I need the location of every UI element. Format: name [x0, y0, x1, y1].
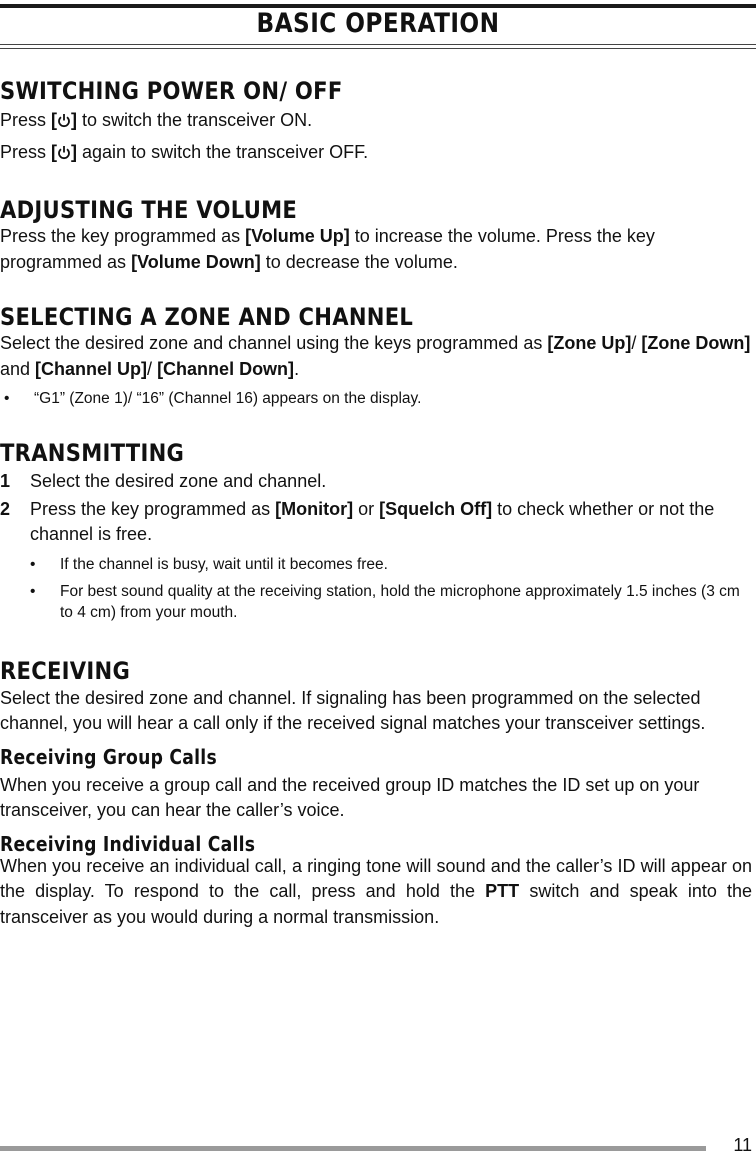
channel-up-key: [Channel Up] — [35, 358, 148, 379]
section-heading-transmitting: TRANSMITTING — [0, 439, 185, 467]
volume-text-3: to decrease the volume. — [260, 251, 458, 272]
subheading-individual-calls: Receiving Individual Calls — [0, 831, 256, 856]
section-heading-zone: SELECTING A ZONE AND CHANNEL — [0, 303, 414, 331]
zone-text-4: / — [147, 358, 158, 379]
zone-text-5: . — [294, 358, 300, 379]
step-1 — [0, 469, 752, 495]
page-number: 11 — [733, 1135, 752, 1155]
section-heading-volume: ADJUSTING THE VOLUME — [0, 196, 298, 224]
power-key-ref: [ ] — [51, 110, 78, 130]
section-volume — [0, 192, 752, 275]
individual-calls-body — [0, 854, 752, 931]
section-heading-receiving: RECEIVING — [0, 656, 131, 685]
transmit-bullet-1-text: If the channel is busy, wait until it becomes free. — [60, 555, 388, 573]
volume-text-1: Press the key programmed as — [0, 226, 246, 246]
list-item — [0, 388, 752, 409]
zone-up-key: [Zone Up] — [547, 333, 632, 353]
step-2-text-1: Press the key programmed as — [30, 498, 276, 519]
bullet-dot: • — [30, 555, 36, 573]
ptt-key: PTT — [485, 881, 520, 901]
power-key-ref: [ ] — [51, 141, 78, 162]
section-power — [0, 73, 752, 165]
channel-down-key: [Channel Down] — [157, 358, 295, 379]
power-icon — [57, 145, 71, 160]
step-1-text: Select the desired zone and channel. — [30, 471, 327, 491]
group-calls-body: When you receive a group call and the received group ID matches the ID set up on your transceiver, you can hear the caller’s voice. — [0, 774, 700, 820]
section-heading-power: SWITCHING POWER ON/ OFF — [0, 77, 343, 105]
bullet-dot: • — [30, 582, 36, 600]
list-item — [0, 554, 752, 575]
list-item — [0, 581, 752, 623]
volume-up-key: [Volume Up] — [245, 226, 350, 246]
footer-rule — [0, 1146, 706, 1151]
power-on-line — [0, 108, 752, 134]
step-number: 2 — [0, 498, 11, 519]
monitor-key: [Monitor] — [275, 498, 354, 519]
zone-bullet-text: “G1” (Zone 1)/ “16” (Channel 16) appears on the display. — [34, 390, 422, 407]
volume-down-key: [Volume Down] — [131, 251, 261, 272]
section-zone — [0, 299, 752, 409]
zone-body — [0, 331, 752, 382]
section-transmitting — [0, 435, 752, 623]
power-on-text-pre: Press — [0, 110, 52, 130]
title-underline-2 — [0, 48, 756, 49]
power-on-text-post: to switch the transceiver ON. — [77, 110, 313, 130]
page-title: BASIC OPERATION — [256, 8, 500, 39]
page-content — [0, 60, 752, 930]
subheading-group-calls: Receiving Group Calls — [0, 744, 217, 769]
volume-body — [0, 224, 752, 275]
step-number: 1 — [0, 471, 11, 491]
step-2 — [0, 497, 752, 548]
power-icon — [57, 113, 71, 128]
receiving-body: Select the desired zone and channel. If signaling has been programmed on the selected channel, you will hear a call only if the received signal matches your transceiver settings. — [0, 687, 706, 733]
power-off-text-pre: Press — [0, 141, 52, 162]
squelch-off-key: [Squelch Off] — [379, 498, 493, 519]
volume-text-2: to increase the volume. Press the key programmed as — [0, 226, 655, 272]
individual-text-2: switch and speak into the transceiver as you would during a normal transmission. — [0, 881, 753, 927]
zone-down-key: [Zone Down] — [641, 333, 751, 353]
individual-text-1: When you receive an individual call, a ringing tone will sound and the caller’s ID will appear on the display. To respond to the call, press and hold the — [0, 855, 752, 901]
step-2-text-3: to check whether or not the channel is free. — [30, 498, 715, 544]
power-off-text-post: again to switch the transceiver OFF. — [77, 141, 369, 162]
section-receiving — [0, 653, 752, 931]
title-underline — [0, 44, 756, 45]
zone-text-2: / — [631, 333, 642, 353]
step-2-text-2: or — [353, 498, 380, 519]
zone-text-3: and — [0, 358, 36, 379]
power-off-line — [0, 140, 752, 166]
zone-text-1: Select the desired zone and channel using the keys programmed as — [0, 333, 548, 353]
bullet-dot: • — [4, 390, 10, 407]
transmit-bullet-2-text: For best sound quality at the receiving station, hold the microphone approximately 1.5 inches (3 cm to 4 cm) from your mouth. — [60, 582, 740, 621]
